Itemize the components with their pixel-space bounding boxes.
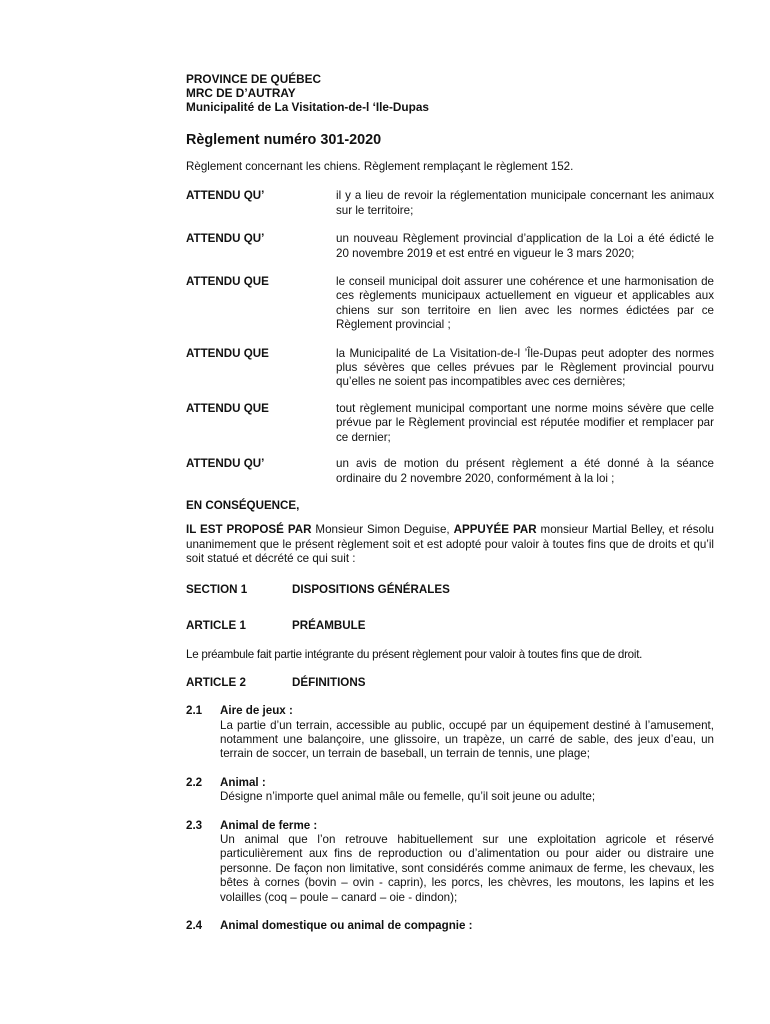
definition-item [186,776,714,805]
proposer-name: Monsieur Simon Deguise, [311,523,454,537]
section-number: SECTION 1 [186,582,248,596]
definition-number: 2.1 [186,704,203,718]
attendu-text: il y a lieu de revoir la réglementation municipale concernant les animaux sur le territoire; [336,189,714,217]
document-page [186,72,714,933]
attendu-key: ATTENDU QUE [186,275,269,289]
attendu-text: un nouveau Règlement provincial d’application de la Loi a été édicté le 20 novembre 2019 et est entré en vigueur le 3 mars 2020; [336,232,714,260]
attendu-key: ATTENDU QUE [186,346,269,360]
document-header [186,72,714,114]
attendu-item [186,402,714,445]
article-title: PRÉAMBULE [292,618,366,632]
attendu-item [186,189,714,218]
section-heading [186,583,714,597]
article-number: ARTICLE 1 [186,618,246,632]
province-line: PROVINCE DE QUÉBEC [186,72,322,86]
regulation-subtitle: Règlement concernant les chiens. Règlement remplaçant le règlement 152. [186,160,574,173]
mrc-line: MRC DE D’AUTRAY [186,86,296,100]
attendu-text: la Municipalité de La Visitation-de-l ’Île-Dupas peut adopter des normes plus sévères que celles prévues par le Règlement provincial pourvu qu’elles ne soient pas incompatibles avec ces dernières; [336,346,714,389]
attendu-item [186,347,714,390]
definition-text: La partie d’un terrain, accessible au public, occupé par un équipement destiné à l’amusement, notamment une balançoire, une glissoire, un trapèze, un carré de sable, des jeux d’eau, un terrain de soccer, un terrain de baseball, un terrain de tennis, une plage; [220,718,714,761]
regulation-title: Règlement numéro 301-2020 [186,132,382,148]
attendu-text: le conseil municipal doit assurer une cohérence et une harmonisation de ces règlements municipaux actuellement en vigueur et applicables aux chiens sur son territoire en lien avec les normes édictées par ce Règlement provincial ; [336,275,714,332]
municipality-line: Municipalité de La Visitation-de-l ‘Ile-Dupas [186,100,429,114]
attendu-key: ATTENDU QU’ [186,457,265,471]
article-title: DÉFINITIONS [292,675,366,689]
attendu-key: ATTENDU QU’ [186,189,265,203]
attendu-item [186,457,714,486]
section-title: DISPOSITIONS GÉNÉRALES [292,582,450,596]
definition-item [186,704,714,762]
attendu-item [186,275,714,333]
definition-text: Un animal que l’on retrouve habituellement sur une exploitation agricole et réservé particulièrement aux fins de reproduction ou d’alimentation ou pour aider ou distraire une personne. De façon non limitative, sont considérés comme animaux de ferme, les chevaux, les bêtes à cornes (bovin – ovin - caprin), les porcs, les chèvres, les moutons, les lapins et les volailles (coq – poule – canard – oie - dindon); [220,833,714,904]
definition-number: 2.2 [186,775,203,789]
attendu-key: ATTENDU QU’ [186,232,265,246]
proposed-by-label: IL EST PROPOSÉ PAR [186,523,312,537]
definition-item [186,919,714,933]
article-heading [186,619,714,633]
attendu-key: ATTENDU QUE [186,401,269,415]
article-number: ARTICLE 2 [186,675,246,689]
definition-text: Désigne n’importe quel animal mâle ou femelle, qu’il soit jeune ou adulte; [220,790,596,804]
attendu-text: un avis de motion du présent règlement a été donné à la séance ordinaire du 2 novembre 2020, conformément à la loi ; [336,457,714,485]
definition-item [186,819,714,905]
proposal-paragraph [186,523,714,566]
proposal-rest: monsieur Martial Belley, et résolu unanimement que le présent règlement soit et est adopté pour valoir à toutes fins que de droits et qu’il soit statué et décrété ce qui suit : [186,523,715,566]
definition-number: 2.4 [186,919,203,933]
attendu-item [186,232,714,261]
definition-term: Animal de ferme : [220,818,318,832]
definition-term: Aire de jeux : [220,704,293,718]
definition-number: 2.3 [186,818,203,832]
definition-term: Animal : [220,775,266,789]
article-text: Le préambule fait partie intégrante du présent règlement pour valoir à toutes fins que de droit. [186,648,643,662]
consequence-heading: EN CONSÉQUENCE, [186,498,300,512]
attendu-text: tout règlement municipal comportant une norme moins sévère que celle prévue par le Règlement provincial est réputée modifier et remplacer par ce dernier; [336,401,714,444]
definition-term: Animal domestique ou animal de compagnie : [220,919,473,933]
article-heading [186,676,714,690]
seconded-by-label: APPUYÉE PAR [453,523,537,537]
